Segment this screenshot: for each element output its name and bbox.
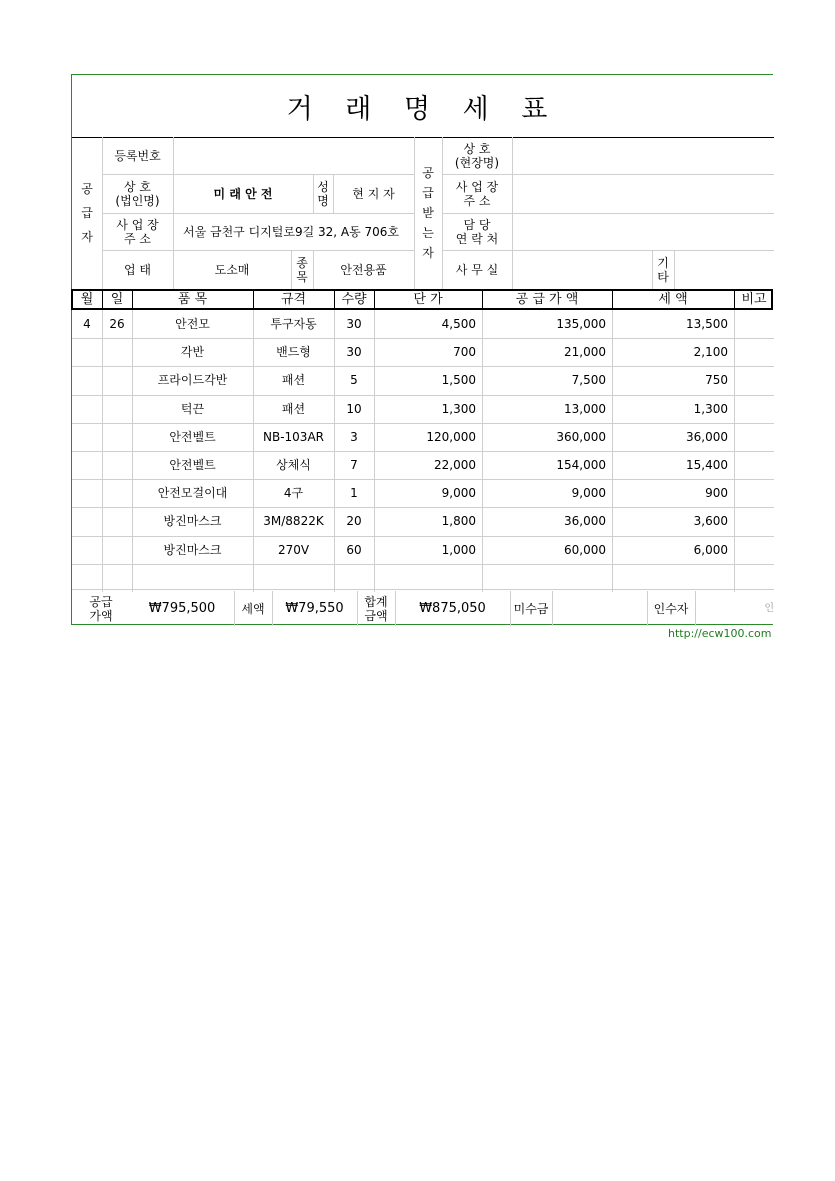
cell-tax-amount: 36,000 [686,429,728,444]
unpaid-value[interactable] [552,591,647,626]
cell-spec: 270V [277,542,310,557]
cell-note [734,451,774,479]
cell-supply-amount: 13,000 [564,401,606,416]
receiver-company-label: 상 호 (현장명) [454,141,500,170]
cell-item [132,564,253,592]
receiver-address-label: 사 업 장 주 소 [455,179,499,208]
cell-supply-amount: 36,000 [564,514,606,529]
sum-total-value: ₩875,050 [419,600,486,616]
cell-tax-amount: 6,000 [693,542,728,557]
cell-supply-amount [482,564,612,592]
supplier-name-label: 성 명 [317,179,329,208]
cell-qty: 1 [350,486,358,501]
cell-spec: 투구자동 [270,317,317,332]
cell-unit-price: 1,800 [441,514,476,529]
cell-day [102,479,132,507]
cell-qty: 5 [350,373,358,388]
cell-item: 각반 [180,345,205,360]
receiver-side-label: 공 급 받 는 자 [422,166,434,260]
cell-day: 26 [109,317,125,332]
cell-spec: 3M/8822K [263,514,324,529]
receiver-office-label: 사 무 실 [455,262,499,277]
cell-tax-amount: 750 [705,373,728,388]
cell-month [72,507,102,535]
cell-month [72,366,102,394]
cell-item: 방진마스크 [163,542,222,557]
supplier-address-value: 서울 금천구 디지털로9길 32, A동 706호 [183,224,400,239]
supplier-company-label: 상 호 (법인명) [115,179,160,208]
business-type-label: 업 태 [124,262,151,277]
sum-total-label: 합계 금액 [364,594,388,623]
cell-supply-amount: 7,500 [571,373,606,388]
stamp-placeholder[interactable]: 인 [764,602,774,614]
cell-spec [253,564,334,592]
cell-spec: 밴드형 [276,345,311,360]
col-header-month: 월 [80,291,94,307]
supplier-address-label: 사 업 장 주 소 [116,217,159,246]
invoice-sheet [71,74,773,625]
cell-item: 프라이드각반 [157,373,228,388]
cell-unit-price: 120,000 [426,429,476,444]
document-title: 거 래 명 세 표 [72,75,774,138]
receiver-office-value[interactable] [512,250,652,289]
cell-supply-amount: 154,000 [556,458,606,473]
cell-unit-price: 1,000 [441,542,476,557]
cell-qty: 7 [350,458,358,473]
cell-supply-amount: 21,000 [564,345,606,360]
supply-total-label: 공급 가액 [89,594,113,623]
cell-spec: 패션 [281,373,306,388]
col-header-spec: 규격 [280,291,307,307]
cell-supply-amount: 9,000 [571,486,606,501]
cell-tax-amount: 2,100 [693,345,728,360]
cell-note [734,536,774,564]
cell-item: 안전모걸이대 [157,486,228,501]
cell-item: 안전벨트 [169,458,216,473]
reg-no-label: 등록번호 [114,148,161,163]
col-header-supply-amount: 공 급 가 액 [515,291,579,307]
receiver-address-value[interactable] [512,174,774,213]
cell-unit-price: 700 [453,345,476,360]
tax-total-value: ₩79,550 [285,600,344,616]
supplier-name-value: 현 지 자 [352,186,395,201]
cell-month [72,451,102,479]
cell-qty: 30 [346,345,362,360]
supplier-side-label: 공 급 자 [81,182,93,244]
cell-supply-amount: 60,000 [564,542,606,557]
cell-note [734,479,774,507]
cell-spec: 4구 [283,486,304,501]
cell-unit-price: 4,500 [441,317,476,332]
cell-supply-amount: 135,000 [556,317,606,332]
footer-url[interactable]: http://ecw100.com [668,627,772,640]
cell-note [734,507,774,535]
cell-day [102,507,132,535]
cell-tax-amount: 1,300 [693,401,728,416]
cell-item: 안전모 [175,317,210,332]
cell-month: 4 [83,317,91,332]
col-header-qty: 수량 [341,291,367,307]
cell-spec: 패션 [281,401,306,416]
cell-qty: 3 [350,429,358,444]
cell-day [102,423,132,451]
cell-tax-amount: 15,400 [686,458,728,473]
cell-day [102,536,132,564]
cell-note [734,423,774,451]
cell-day [102,338,132,366]
receiver-etc-label: 기 타 [657,255,669,284]
receiver-sign-label: 인수자 [653,601,689,616]
cell-tax-amount: 13,500 [686,317,728,332]
col-header-unit-price: 단 가 [413,291,443,307]
receiver-etc-value[interactable] [674,250,774,289]
cell-unit-price: 1,300 [441,401,476,416]
col-header-tax-amount: 세 액 [658,291,688,307]
supplier-company-value: 미 래 안 전 [213,186,273,201]
receiver-company-value[interactable] [512,137,774,174]
cell-qty: 30 [346,317,362,332]
cell-month [72,395,102,423]
cell-month [72,338,102,366]
cell-unit-price: 22,000 [434,458,476,473]
cell-month [72,564,102,592]
cell-month [72,423,102,451]
cell-item: 방진마스크 [163,514,222,529]
item-type-value: 안전용품 [340,262,387,277]
supply-total-value: ₩795,500 [148,600,216,616]
cell-item: 턱끈 [180,401,205,416]
col-header-item: 품 목 [177,291,208,307]
cell-spec: NB-103AR [263,429,324,444]
cell-spec: 상체식 [276,458,311,473]
cell-tax-amount [612,564,734,592]
unpaid-label: 미수금 [513,601,549,616]
item-type-label: 종 목 [296,255,308,284]
cell-unit-price [374,564,482,592]
receiver-contact-label: 담 당 연 락 처 [455,217,499,246]
cell-note [734,310,774,338]
cell-day [102,395,132,423]
cell-day [102,451,132,479]
reg-no-value [173,137,414,174]
col-header-note: 비고 [741,291,767,307]
cell-unit-price: 9,000 [441,486,476,501]
cell-qty [334,564,374,592]
cell-qty: 20 [346,514,362,529]
cell-item: 안전벨트 [169,429,216,444]
cell-note [734,564,774,592]
cell-qty: 10 [346,401,362,416]
cell-day [102,366,132,394]
tax-total-label: 세액 [241,601,265,616]
cell-qty: 60 [346,542,362,557]
cell-supply-amount: 360,000 [556,429,606,444]
receiver-contact-value[interactable] [512,213,774,250]
cell-month [72,536,102,564]
cell-note [734,395,774,423]
cell-month [72,479,102,507]
cell-note [734,366,774,394]
cell-day [102,564,132,592]
col-header-day: 일 [110,291,124,307]
cell-tax-amount: 3,600 [693,514,728,529]
cell-unit-price: 1,500 [441,373,476,388]
cell-note [734,338,774,366]
cell-tax-amount: 900 [705,486,728,501]
business-type-value: 도소매 [214,262,250,277]
